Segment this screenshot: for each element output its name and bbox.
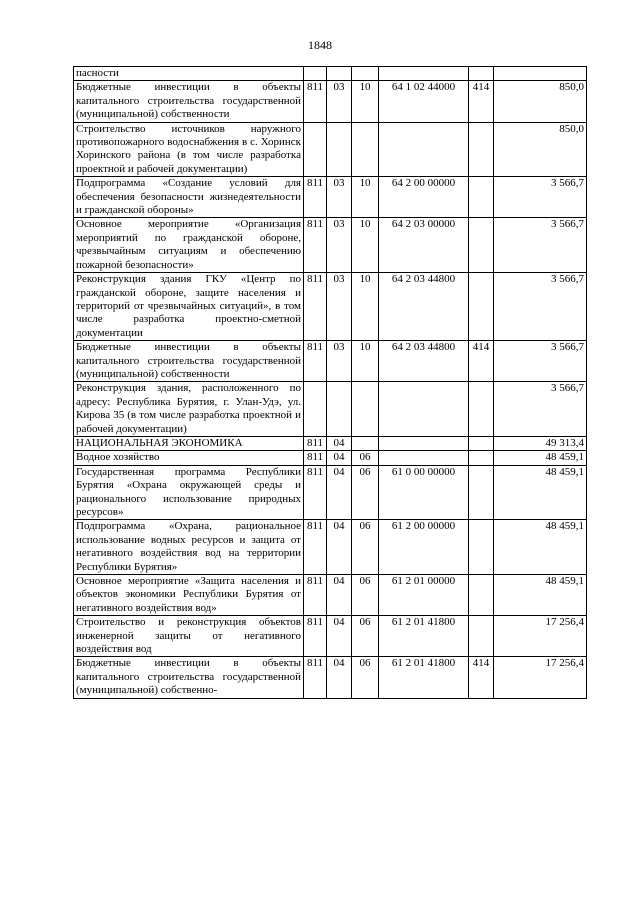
section-code: 04 [327,575,352,616]
subsection-code: 06 [352,520,379,575]
ministry-code: 811 [304,451,327,465]
target-code [379,67,469,81]
ministry-code: 811 [304,575,327,616]
table-row [74,177,587,218]
expense-code [469,436,494,450]
target-code: 61 2 00 00000 [379,520,469,575]
target-code: 64 2 03 44800 [379,273,469,341]
section-code: 03 [327,177,352,218]
section-code [327,67,352,81]
row-name: Бюджетные инвестиции в объекты капитального строительства государственной (муниципальной) собственности [74,341,304,382]
subsection-code: 10 [352,341,379,382]
amount: 850,0 [494,122,587,177]
subsection-code: 10 [352,177,379,218]
amount: 3 566,7 [494,218,587,273]
ministry-code: 811 [304,273,327,341]
subsection-code: 10 [352,273,379,341]
subsection-code: 06 [352,465,379,520]
section-code: 04 [327,520,352,575]
target-code: 64 2 00 00000 [379,177,469,218]
amount: 3 566,7 [494,273,587,341]
expense-code [469,465,494,520]
table-row [74,81,587,122]
table-row [74,575,587,616]
amount: 48 459,1 [494,465,587,520]
table-row [74,465,587,520]
amount: 3 566,7 [494,341,587,382]
expense-code [469,575,494,616]
target-code: 61 2 01 41800 [379,657,469,698]
table-row [74,436,587,450]
expense-code [469,273,494,341]
expense-code [469,382,494,437]
row-name: Подпрограмма «Создание условий для обеспечения безопасности жизнедеятельности и гражданской обороны» [74,177,304,218]
target-code: 61 2 01 41800 [379,616,469,657]
table-row [74,657,587,698]
target-code: 61 2 01 00000 [379,575,469,616]
ministry-code: 811 [304,616,327,657]
ministry-code: 811 [304,436,327,450]
expense-code [469,218,494,273]
amount: 17 256,4 [494,657,587,698]
ministry-code [304,122,327,177]
row-name: Основное мероприятие «Организация мероприятий по гражданской обороне, чрезвычайным ситуациям и обеспечению пожарной безопасности» [74,218,304,273]
table-row [74,122,587,177]
target-code [379,436,469,450]
row-name: пасности [74,67,304,81]
expense-code [469,122,494,177]
section-code: 03 [327,273,352,341]
amount: 49 313,4 [494,436,587,450]
section-code: 04 [327,616,352,657]
subsection-code: 06 [352,575,379,616]
table-row [74,67,587,81]
row-name: Реконструкция здания ГКУ «Центр по гражданской обороне, защите населения и территорий от чрезвычайных ситуаций», в том числе разработка проектно-сметной документации [74,273,304,341]
amount: 48 459,1 [494,575,587,616]
table-row [74,382,587,437]
target-code: 64 2 03 44800 [379,341,469,382]
section-code [327,122,352,177]
ministry-code: 811 [304,177,327,218]
table-row [74,341,587,382]
ministry-code: 811 [304,218,327,273]
table-row [74,218,587,273]
budget-table [73,66,587,699]
ministry-code: 811 [304,657,327,698]
expense-code: 414 [469,341,494,382]
row-name: НАЦИОНАЛЬНАЯ ЭКОНОМИКА [74,436,304,450]
subsection-code: 10 [352,218,379,273]
ministry-code: 811 [304,520,327,575]
amount [494,67,587,81]
amount: 48 459,1 [494,520,587,575]
page-number: 1848 [308,38,332,52]
table-row [74,520,587,575]
target-code: 64 1 02 44000 [379,81,469,122]
subsection-code [352,67,379,81]
subsection-code [352,122,379,177]
section-code: 03 [327,341,352,382]
amount: 3 566,7 [494,382,587,437]
amount: 850,0 [494,81,587,122]
ministry-code [304,382,327,437]
table-row [74,616,587,657]
expense-code: 414 [469,657,494,698]
ministry-code: 811 [304,81,327,122]
ministry-code: 811 [304,465,327,520]
row-name: Основное мероприятие «Защита населения и объектов экономики Республики Бурятия от негативного воздействия вод» [74,575,304,616]
section-code: 04 [327,465,352,520]
row-name: Строительство и реконструкция объектов инженерной защиты от негативного воздействия вод [74,616,304,657]
section-code [327,382,352,437]
target-code: 61 0 00 00000 [379,465,469,520]
row-name: Строительство источников наружного противопожарного водоснабжения в с. Хоринск Хоринского района (в том числе разработка проектной и рабочей документации) [74,122,304,177]
expense-code [469,616,494,657]
subsection-code: 06 [352,657,379,698]
expense-code [469,451,494,465]
section-code: 03 [327,218,352,273]
section-code: 04 [327,436,352,450]
expense-code [469,177,494,218]
target-code [379,451,469,465]
table-row [74,273,587,341]
row-name: Бюджетные инвестиции в объекты капитального строительства государственной (муниципальной) собственно- [74,657,304,698]
ministry-code: 811 [304,341,327,382]
row-name: Бюджетные инвестиции в объекты капитального строительства государственной (муниципальной) собственности [74,81,304,122]
expense-code [469,67,494,81]
subsection-code: 10 [352,81,379,122]
subsection-code: 06 [352,616,379,657]
section-code: 04 [327,657,352,698]
subsection-code [352,436,379,450]
expense-code: 414 [469,81,494,122]
expense-code [469,520,494,575]
row-name: Водное хозяйство [74,451,304,465]
amount: 3 566,7 [494,177,587,218]
row-name: Государственная программа Республики Бурятия «Охрана окружающей среды и рационального использование природных ресурсов» [74,465,304,520]
amount: 17 256,4 [494,616,587,657]
table-row [74,451,587,465]
ministry-code [304,67,327,81]
amount: 48 459,1 [494,451,587,465]
section-code: 04 [327,451,352,465]
section-code: 03 [327,81,352,122]
row-name: Реконструкция здания, расположенного по адресу: Республика Бурятия, г. Улан-Удэ, ул. Кирова 35 (в том числе разработка проектной и рабочей документации) [74,382,304,437]
target-code [379,122,469,177]
subsection-code [352,382,379,437]
row-name: Подпрограмма «Охрана, рациональное использование водных ресурсов и защита от негативного воздействия вод на территории Республики Бурятия» [74,520,304,575]
target-code [379,382,469,437]
target-code: 64 2 03 00000 [379,218,469,273]
subsection-code: 06 [352,451,379,465]
